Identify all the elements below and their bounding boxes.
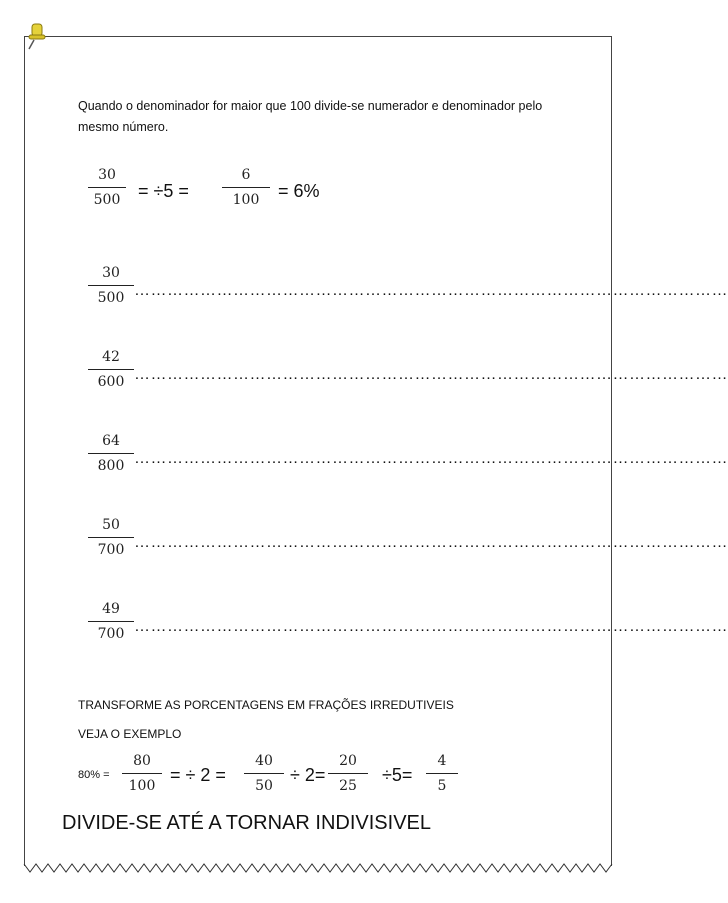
denominator: 500 — [93, 192, 121, 208]
exercise-fraction-1 — [88, 264, 134, 307]
answer-line-4[interactable]: ……………………………………………………………………………………………… — [134, 534, 728, 551]
torn-edge — [24, 860, 612, 874]
exercise-fraction-3 — [88, 432, 134, 475]
percent-fraction-2 — [244, 752, 284, 795]
exercise-fraction-5 — [88, 600, 134, 643]
percent-operator-2: ÷ 2= — [290, 765, 326, 785]
numerator: 50 — [102, 517, 120, 533]
denominator: 100 — [128, 778, 156, 794]
example-fraction-2 — [222, 166, 270, 209]
exercise-fraction-2 — [88, 348, 134, 391]
denominator: 5 — [437, 778, 447, 794]
denominator: 800 — [97, 458, 125, 474]
example-result: = 6% — [278, 181, 320, 201]
numerator: 42 — [102, 349, 120, 365]
denominator: 700 — [97, 626, 125, 642]
percent-operator-3: ÷5= — [382, 765, 413, 785]
answer-line-5[interactable]: ……………………………………………………………………………………………… — [134, 618, 728, 635]
answer-line-1[interactable]: ……………………………………………………………………………………………… — [134, 282, 728, 299]
section-subheading: VEJA O EXEMPLO — [78, 727, 182, 741]
denominator: 500 — [97, 290, 125, 306]
denominator: 700 — [97, 542, 125, 558]
numerator: 30 — [102, 265, 120, 281]
denominator: 25 — [339, 778, 357, 794]
numerator: 64 — [102, 433, 120, 449]
numerator: 80 — [133, 753, 151, 769]
intro-text: Quando o denominador for maior que 100 divide-se numerador e denominador pelo mesmo número. — [78, 99, 543, 134]
conclusion-text: DIVIDE-SE ATÉ A TORNAR INDIVISIVEL — [62, 812, 432, 834]
numerator: 49 — [102, 601, 120, 617]
answer-line-3[interactable]: ……………………………………………………………………………………………… — [134, 450, 728, 467]
example-operator-1: = ÷5 = — [138, 181, 189, 201]
numerator: 20 — [339, 753, 357, 769]
numerator: 6 — [241, 167, 251, 183]
answer-line-2[interactable]: ……………………………………………………………………………………………… — [134, 366, 728, 383]
pushpin-icon — [26, 22, 52, 50]
denominator: 600 — [97, 374, 125, 390]
example-fraction-1 — [88, 166, 126, 209]
section-heading: TRANSFORME AS PORCENTAGENS EM FRAÇÕES IRREDUTIVEIS — [78, 698, 454, 712]
percent-operator-1: = ÷ 2 = — [170, 765, 226, 785]
exercise-fraction-4 — [88, 516, 134, 559]
denominator: 100 — [232, 192, 260, 208]
percent-fraction-3 — [328, 752, 368, 795]
percent-prefix: 80% = — [78, 769, 110, 781]
numerator: 30 — [98, 167, 116, 183]
percent-fraction-4 — [426, 752, 458, 795]
denominator: 50 — [255, 778, 273, 794]
percent-fraction-1 — [122, 752, 162, 795]
numerator: 40 — [255, 753, 273, 769]
numerator: 4 — [437, 753, 447, 769]
